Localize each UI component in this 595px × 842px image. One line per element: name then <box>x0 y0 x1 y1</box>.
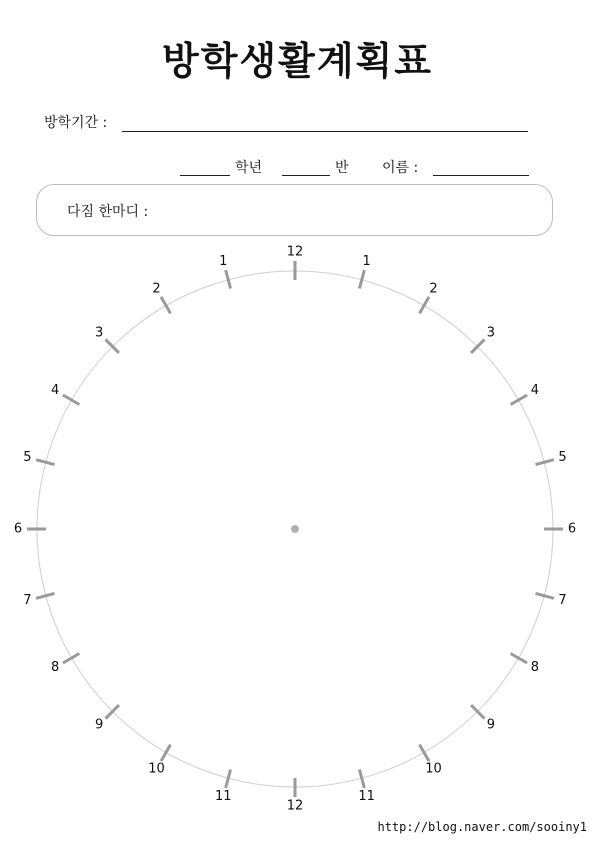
clock-tick <box>63 395 79 405</box>
clock-hour-label: 3 <box>94 325 104 341</box>
name-label: 이름 : <box>382 160 419 176</box>
class-label: 반 <box>335 160 349 176</box>
clock-tick <box>471 339 484 352</box>
source-url: http://blog.naver.com/sooiny1 <box>377 820 587 834</box>
clock-hour-label: 4 <box>50 383 60 398</box>
clock-tick <box>471 705 484 718</box>
clock-hour-label: 8 <box>530 660 540 675</box>
clock-hour-label: 5 <box>23 449 32 465</box>
clock-hour-label: 10 <box>425 761 442 777</box>
clock-tick <box>420 297 430 313</box>
clock-hour-label: 8 <box>50 660 60 675</box>
clock-hour-label: 1 <box>362 253 371 269</box>
clock-hour-label: 12 <box>286 244 304 260</box>
clock-tick <box>420 745 430 761</box>
clock-hour-label: 7 <box>23 593 32 609</box>
clock-hour-label: 2 <box>429 281 438 297</box>
clock-hour-label: 12 <box>286 798 304 814</box>
clock-tick <box>63 654 79 664</box>
clock-tick <box>511 395 527 405</box>
clock-hour-label: 11 <box>215 789 232 805</box>
clock-tick <box>511 654 527 664</box>
page-title: 방학생활계획표 <box>162 39 433 83</box>
clock-hour-label: 9 <box>486 717 496 733</box>
clock-hour-label: 4 <box>530 383 540 398</box>
clock-tick <box>161 745 171 761</box>
clock-hour-label: 6 <box>13 521 23 537</box>
clock-hour-label: 5 <box>558 449 567 465</box>
clock-hour-label: 1 <box>219 253 228 269</box>
clock-hour-label: 3 <box>486 325 496 341</box>
clock-tick <box>105 705 118 718</box>
grade-label: 학년 <box>235 160 263 176</box>
clock-tick <box>161 297 171 313</box>
clock-hour-label: 7 <box>558 593 567 609</box>
clock-tick <box>105 339 118 352</box>
clock-hour-label: 6 <box>567 521 577 537</box>
clock-hour-label: 11 <box>358 789 375 805</box>
vacation-period-label: 방학기간 : <box>44 115 108 131</box>
motto-label: 다짐 한마디 : <box>67 204 149 220</box>
clock-center-dot <box>291 525 299 533</box>
clock-hour-label: 10 <box>148 761 165 777</box>
clock-hour-label: 9 <box>94 717 104 733</box>
clock-hour-label: 2 <box>152 281 161 297</box>
